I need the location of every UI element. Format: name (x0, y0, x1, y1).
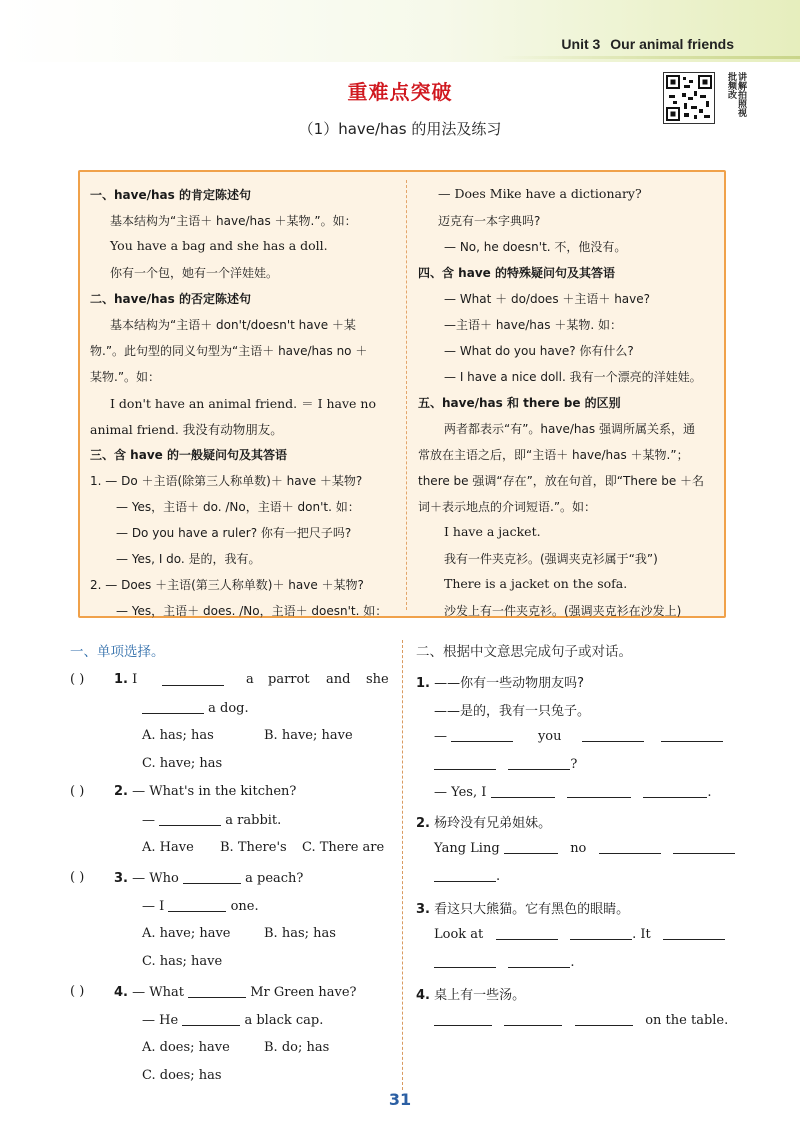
t1-text: . (707, 785, 712, 800)
t3-number: 3. (416, 902, 430, 917)
t4-blank-1[interactable] (434, 1012, 492, 1026)
t4-chinese: 桌上有一些汤。 (434, 988, 526, 1003)
grammar-line: 基本结构为“主语＋ don't/doesn't have ＋某 (110, 318, 356, 332)
q1-number: 1. (114, 672, 128, 687)
t3-blank-5[interactable] (508, 954, 570, 968)
grammar-line: 常放在主语之后，即“主语＋ have/has ＋某物.”； (418, 448, 689, 462)
grammar-heading: 五、have/has 和 there be 的区别 (418, 396, 621, 410)
t1-blank-2[interactable] (582, 728, 644, 742)
t3-chinese: 看这只大熊猫。它有黑色的眼睛。 (434, 902, 630, 917)
q4-answer-paren[interactable]: ( ) (70, 984, 85, 999)
q4-text: Mr Green have? (250, 985, 357, 1000)
exercise1-heading: 一、单项选择。 (70, 644, 165, 660)
grammar-line: 1. — Do ＋主语(除第三人称单数)＋ have ＋某物? (90, 474, 363, 488)
grammar-line: — What ＋ do/does ＋主语＋ have? (444, 292, 651, 306)
q4-text: — He (142, 1013, 179, 1028)
q1-option-b: B. have; have (264, 728, 353, 743)
q3-text: a peach? (245, 871, 304, 886)
grammar-line: 我有一件夹克衫。(强调夹克衫属于“我”) (444, 552, 658, 566)
grammar-line: I have a jacket. (444, 524, 541, 539)
t1-text: — Yes, I (434, 785, 487, 800)
grammar-line: 基本结构为“主语＋ have/has ＋某物.”。如： (110, 214, 357, 228)
grammar-line: 两者都表示“有”。have/has 强调所属关系，通 (444, 422, 695, 436)
grammar-line: there be 强调“存在”，放在句首，即“There be ＋名 (418, 474, 705, 488)
t2-number: 2. (416, 816, 430, 831)
q1-word: and (326, 672, 351, 687)
question-1 (114, 672, 137, 687)
q2-line2 (142, 812, 281, 828)
t2-line1 (434, 840, 735, 856)
q1-option-a: A. has; has (142, 728, 214, 743)
qr-caption: 讲解拍照视批频改 (726, 72, 746, 117)
q2-option-b: B. There's (220, 840, 287, 855)
t3-prompt (416, 898, 629, 917)
q1-blank-2[interactable] (142, 700, 204, 714)
q4-option-a: A. does; have (142, 1040, 230, 1055)
grammar-heading: 二、have/has 的否定陈述句 (90, 292, 251, 306)
header-rule (500, 56, 800, 59)
q2-number: 2. (114, 784, 128, 799)
grammar-heading: 四、含 have 的特殊疑问句及其答语 (418, 266, 615, 280)
grammar-line: 沙发上有一件夹克衫。(强调夹克衫在沙发上) (444, 604, 682, 618)
t2-blank-1[interactable] (504, 840, 558, 854)
t1-blank-8[interactable] (643, 784, 707, 798)
t1-text: you (537, 729, 562, 744)
t3-blank-4[interactable] (434, 954, 496, 968)
q2-text: a rabbit. (225, 813, 282, 828)
grammar-line: 2. — Does ＋主语(第三人称单数)＋ have ＋某物? (90, 578, 364, 592)
grammar-line: 迈克有一本字典吗? (438, 214, 541, 228)
t1-blank-5[interactable] (508, 756, 570, 770)
grammar-line: 词＋表示地点的介词短语.”。如： (418, 500, 597, 514)
grammar-divider (406, 180, 407, 610)
t1-line3 (434, 784, 711, 800)
page-title: 重难点突破 (347, 80, 453, 104)
t1-chinese-1: ——你有一些动物朋友吗? (434, 676, 585, 691)
t1-blank-1[interactable] (451, 728, 513, 742)
t1-dash: — (434, 729, 447, 744)
q1-answer-paren[interactable]: ( ) (70, 672, 85, 687)
t3-blank-3[interactable] (663, 926, 725, 940)
q3-text: — Who (132, 871, 179, 886)
t2-text: Yang Ling (434, 841, 500, 856)
q1-blank-1[interactable] (162, 672, 224, 688)
t4-line1 (434, 1012, 728, 1028)
grammar-line: — Yes，主语＋ does. /No，主语＋ doesn't. 如： (116, 604, 388, 618)
q2-blank[interactable] (159, 812, 221, 826)
grammar-line: You have a bag and she has a doll. (110, 238, 328, 253)
q3-answer-paren[interactable]: ( ) (70, 870, 85, 885)
q3-option-c: C. has; have (142, 954, 223, 969)
q1-text: a dog. (208, 701, 249, 716)
t1-line2 (434, 756, 577, 772)
q1-word: parrot (268, 672, 310, 687)
q4-text: a black cap. (244, 1013, 324, 1028)
t1-blank-6[interactable] (491, 784, 555, 798)
t3-blank-1[interactable] (496, 926, 558, 940)
grammar-line: —主语＋ have/has ＋某物. 如： (444, 318, 622, 332)
q2-option-c: C. There are (302, 840, 385, 855)
t3-text: . It (632, 927, 651, 942)
grammar-line: — Do you have a ruler? 你有一把尺子吗? (116, 526, 352, 540)
t1-chinese-2: ——是的，我有一只兔子。 (434, 704, 591, 719)
t4-number: 4. (416, 988, 430, 1003)
t3-blank-2[interactable] (570, 926, 632, 940)
q3-number: 3. (114, 871, 128, 886)
q4-blank-1[interactable] (188, 984, 246, 998)
header-bar (0, 0, 800, 62)
q4-line2 (142, 1012, 323, 1028)
q2-option-a: A. Have (142, 840, 194, 855)
q4-blank-2[interactable] (182, 1012, 240, 1026)
t3-text: . (570, 955, 575, 970)
grammar-heading: 三、含 have 的一般疑问句及其答语 (90, 448, 287, 462)
q3-line2 (142, 898, 259, 914)
grammar-line: I don't have an animal friend. ＝ I have no (110, 396, 377, 411)
t1-number: 1. (416, 676, 430, 691)
q4-text: — What (132, 985, 184, 1000)
t4-text: on the table. (645, 1013, 729, 1028)
t1-blank-3[interactable] (661, 728, 723, 742)
q3-option-a: A. have; have (142, 926, 231, 941)
t1-text: ? (570, 757, 578, 772)
grammar-line: — Yes，主语＋ do. /No，主语＋ don't. 如： (116, 500, 360, 514)
t4-blank-3[interactable] (575, 1012, 633, 1026)
unit-title: Our animal friends (610, 36, 734, 52)
page-subtitle: （1）have/has 的用法及练习 (298, 120, 502, 138)
t1-blank-4[interactable] (434, 756, 496, 770)
t1-blank-7[interactable] (567, 784, 631, 798)
page-number: 31 (388, 1090, 412, 1109)
q3-text: one. (230, 899, 259, 914)
grammar-line: — Yes, I do. 是的，我有。 (116, 552, 261, 566)
t2-text: no (570, 841, 587, 856)
unit-number: Unit 3 (561, 36, 601, 52)
question-4 (114, 984, 357, 1000)
t3-text: Look at (434, 927, 484, 942)
t3-line1 (434, 926, 725, 942)
t4-blank-2[interactable] (504, 1012, 562, 1026)
q2-dash: — (142, 813, 155, 828)
t3-line2 (434, 954, 575, 970)
grammar-line: 物.”。此句型的同义句型为“主语＋ have/has no ＋ (90, 344, 368, 358)
q3-text: — I (142, 899, 165, 914)
grammar-line: There is a jacket on the sofa. (444, 576, 628, 591)
question-2 (114, 784, 296, 799)
grammar-box (78, 170, 726, 618)
t1-line1 (434, 728, 723, 744)
t1-prompt (416, 672, 584, 691)
q3-blank-1[interactable] (183, 870, 241, 884)
q2-answer-paren[interactable]: ( ) (70, 784, 85, 799)
q3-blank-2[interactable] (168, 898, 226, 912)
q4-number: 4. (114, 985, 128, 1000)
q4-option-c: C. does; has (142, 1068, 222, 1083)
t2-blank-3[interactable] (673, 840, 735, 854)
grammar-line: — I have a nice doll. 我有一个漂亮的洋娃娃。 (444, 370, 702, 384)
grammar-line: — What do you have? 你有什么? (444, 344, 634, 358)
qr-code-icon[interactable] (663, 72, 715, 124)
q1-word: a (246, 672, 254, 687)
exercise2-heading: 二、根据中文意思完成句子或对话。 (416, 644, 632, 660)
t2-chinese: 杨玲没有兄弟姐妹。 (434, 816, 552, 831)
question-3 (114, 870, 303, 886)
q2-text: — What's in the kitchen? (132, 784, 297, 799)
t2-blank-4[interactable] (434, 868, 496, 882)
q1-word: I (132, 672, 138, 687)
t4-prompt (416, 984, 525, 1003)
q4-option-b: B. do; has (264, 1040, 330, 1055)
t2-text: . (496, 869, 501, 884)
unit-label (561, 36, 734, 52)
q1-line2 (142, 700, 249, 716)
grammar-line: — No, he doesn't. 不，他没有。 (444, 240, 627, 254)
grammar-heading: 一、have/has 的肯定陈述句 (90, 188, 251, 202)
t2-prompt (416, 812, 551, 831)
grammar-line: — Does Mike have a dictionary? (438, 186, 642, 201)
grammar-line: 你有一个包，她有一个洋娃娃。 (110, 266, 279, 280)
t2-blank-2[interactable] (599, 840, 661, 854)
grammar-line: animal friend. 我没有动物朋友。 (90, 422, 283, 437)
grammar-line: 某物.”。如： (90, 370, 161, 384)
q1-option-c: C. have; has (142, 756, 223, 771)
q3-option-b: B. has; has (264, 926, 336, 941)
exercise-divider (402, 640, 403, 1090)
q1-word: she (366, 672, 389, 687)
t2-line2 (434, 868, 500, 884)
